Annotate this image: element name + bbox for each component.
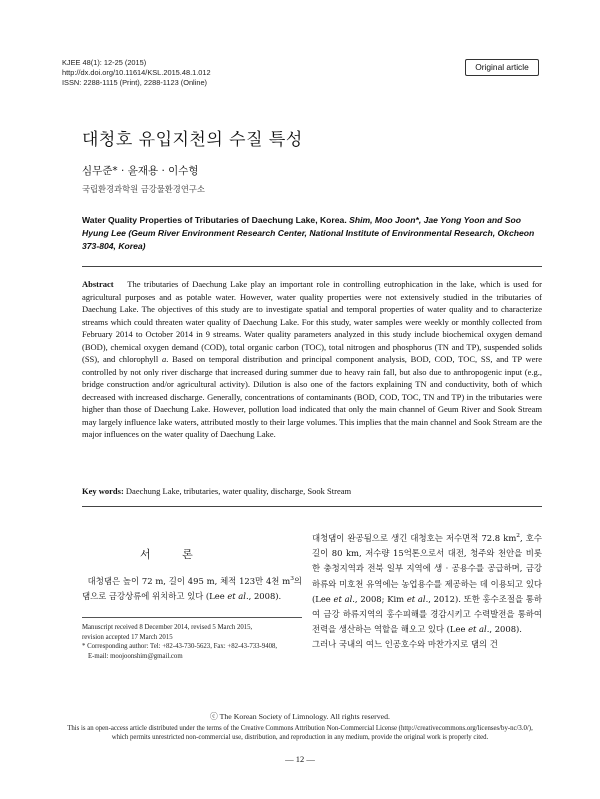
- right-et-al-2: et al.: [406, 593, 429, 604]
- abstract-label: Abstract: [82, 279, 114, 289]
- society-copyright: ⓒ The Korean Society of Limnology. All rights reserved.: [210, 712, 390, 721]
- affiliation-korean: 국립환경과학원 금강물환경연구소: [82, 184, 205, 194]
- license-line-1: This is an open-access article distributed under the terms of the Creative Commons Attribution Non-Commercial License (http://creativecommons.org/licenses/by-nc/3.0/),: [67, 725, 533, 733]
- section-heading-introduction: 서 론: [140, 548, 207, 561]
- received-note: Manuscript received 8 December 2014, revised 5 March 2015,: [82, 624, 253, 631]
- page-footer: [0, 712, 600, 743]
- keywords-text: Daechung Lake, tributaries, water quality, discharge, Sook Stream: [125, 486, 352, 496]
- accepted-note: revision accepted 17 March 2015: [82, 633, 173, 641]
- left-column-text: [82, 574, 302, 604]
- authors-korean: 심무준* · 윤재용 · 이수형: [82, 165, 199, 177]
- manuscript-notes: [82, 623, 302, 661]
- left-p1-a: 대청댐은 높이 72 m, 길이 495 m, 체적 123만 4천 m: [87, 576, 291, 586]
- right-p1-sup: 2: [516, 533, 520, 540]
- corresponding-author-note: * Corresponding author: Tel: +82-43-730-5623, Fax: +82-43-733-9408,: [82, 643, 278, 651]
- title-korean: 대청호 유입지천의 수질 특성: [82, 130, 303, 150]
- article-type-badge: Original article: [465, 59, 539, 76]
- keywords: [82, 485, 542, 497]
- right-et-al-1: et al.: [333, 593, 355, 604]
- doi-link[interactable]: http://dx.doi.org/10.11614/KSL.2015.48.1.012: [62, 68, 211, 77]
- license-line-2: which permits unrestricted non-commercial use, distribution, and reproduction in any medium, provide the original work is properly cited.: [111, 734, 489, 742]
- footnote-rule: [82, 617, 302, 618]
- left-p1-sup: 3: [290, 576, 294, 583]
- right-column-text: [312, 531, 542, 653]
- right-et-al-3: et al.: [468, 624, 490, 635]
- abstract-bottom-rule: [82, 506, 542, 507]
- right-p1-c: , 2008; Kim: [354, 593, 405, 604]
- abstract-text-2: . Based on temporal distribution and principal component analysis, BOD, COD, TOC, SS, and TP were controlled by not only river discharge that increased during summer due to heavy rain fall, but also due to anthropogenic input (e.g., bridge construction and/or agricultural activity). Dilution is also one of the factors explaining TN and conductivity, both of which decreased with increased discharge. Generally, concentrations of contaminants (BOD, COD, TOC, TN and TP) in the tributaries were higher than those of Daechung Lake. However, pollution load indicated that only the main channel of Geum River and Sook Stream may largely influence lake waters, attributed mostly to their large volumes. This implies that the main channel and Sook Stream are the major influences on the water quality of Daechung Lake.: [82, 354, 543, 439]
- email-note[interactable]: E-mail: moojoonshim@gmail.com: [88, 652, 183, 660]
- title-english: [82, 214, 542, 252]
- left-p1-b: 의 댐으로 금강상류에 위치하고 있다 (Lee: [82, 576, 303, 601]
- abstract: [82, 278, 542, 441]
- left-p1-c: , 2008).: [248, 591, 282, 601]
- right-p1-d: , 2012). 또한 홍수조절을 통하여 금강 하류지역의 홍수피해를 경감시키고 수력발전을 통하여 전력을 생산하는 역할을 해오고 있다 (Lee: [312, 593, 542, 635]
- issn-line: ISSN: 2288-1115 (Print), 2288-1123 (Online): [62, 78, 208, 87]
- page-number: — 12 —: [285, 754, 315, 764]
- abstract-text-1: The tributaries of Daechung Lake play an important role in controlling eutrophication in the lake, which is used for agricultural purposes and as potable water. However, water quality properties were not extensively studied in the tributaries of Daechung Lake. The objectives of this study are to investigate spatial and temporal properties of water quality and to characterize streams which could threaten water quality of Daechung Lake. For this study, water samples were weekly or monthly collected from February 2014 to October 2014 in 9 streams. Water quality parameters analyzed in this study include biochemical oxygen demand (BOD), chemical oxygen demand (COD), total organic carbon (TOC), total nitrogen and phosphorus (TN and TP), suspended solids (SS), and chlorophyll: [82, 279, 542, 364]
- right-paragraph-2: 그러나 국내의 여느 인공호수와 마찬가지로 댐의 건: [312, 639, 498, 650]
- right-p1-a: 대청댐이 완공됨으로 생긴 대청호는 저수면적 72.8 km: [312, 533, 517, 543]
- right-p1-e: , 2008).: [489, 624, 522, 635]
- journal-header: [62, 58, 211, 88]
- title-english-text: Water Quality Properties of Tributaries of Daechung Lake, Korea.: [82, 215, 347, 225]
- affiliation-english: (Geum River Environment Research Center, National Institute of Environmental Research, Okcheon 373-804, Korea): [82, 227, 535, 251]
- right-p1-b: , 호수길이 80 km, 저수량 15억톤으로서 대전, 청주와 천안을 비롯한 충청지역과 전북 일부 지역에 생 · 공용수를 공급하며, 금강하류와 미호천 유역에는 농업용수를 제공하는 데 이용되고 있다 (Lee: [312, 533, 542, 604]
- keywords-label: Key words:: [82, 486, 124, 496]
- right-paragraph-1: [312, 531, 542, 637]
- journal-citation: KJEE 48(1): 12-25 (2015): [62, 58, 147, 67]
- authors-english: Shim, Moo Joon*, Jae Yong Yoon and Soo Hyung Lee: [82, 215, 522, 238]
- abstract-italic-a: a: [162, 354, 167, 364]
- abstract-top-rule: [82, 266, 542, 267]
- left-et-al: et al.: [227, 591, 249, 601]
